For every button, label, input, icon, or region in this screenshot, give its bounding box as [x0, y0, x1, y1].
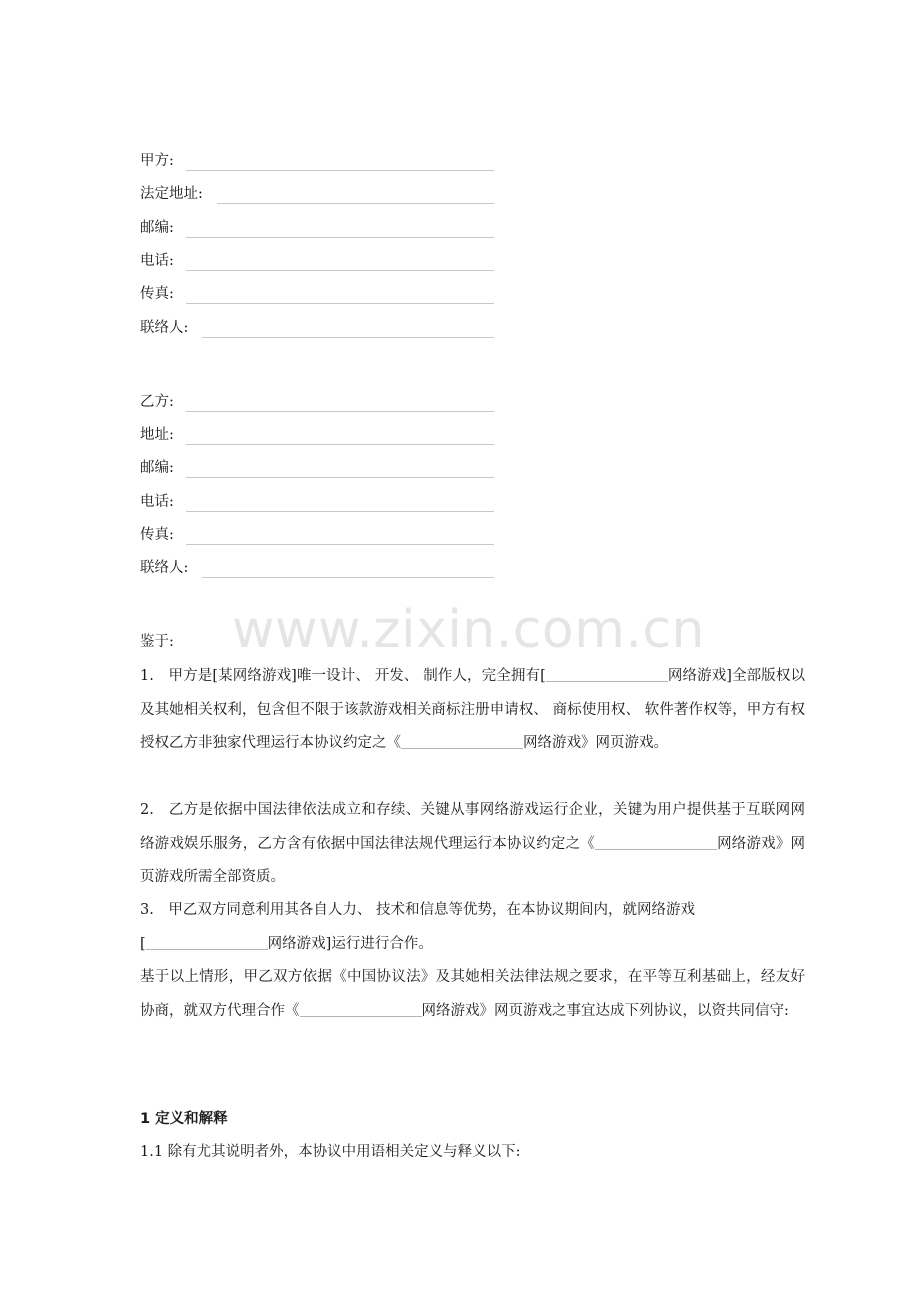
- party-a-contact-blank[interactable]: [202, 337, 494, 338]
- clause-1-1: 1.1 除有尤其说明者外，本协议中用语相关定义与释义以下:: [140, 1144, 521, 1160]
- party-a-address-blank[interactable]: [217, 203, 494, 204]
- recital-item-1: [140, 660, 805, 761]
- party-a-fax-row: [140, 284, 174, 304]
- party-b-contact-blank[interactable]: [202, 577, 494, 578]
- party-a-contact-row: [140, 318, 188, 338]
- party-b-fax-row: [140, 525, 174, 545]
- party-b-postcode-row: [140, 458, 174, 478]
- recital-item-2-text-b: 网络游戏》网页游戏所需全部资质。: [140, 835, 806, 885]
- recital-item-3-text-c: 网络游戏]运行进行合作。: [267, 935, 433, 952]
- recital-item-1-text-c: 网络游戏》网页游戏。: [523, 735, 668, 751]
- game-name-blank[interactable]: [300, 1002, 422, 1017]
- party-b-phone-label: 电话:: [140, 494, 174, 510]
- recital-item-3-text-b: [: [140, 935, 146, 952]
- recital-item-3: [140, 894, 805, 961]
- party-a-phone-blank[interactable]: [186, 270, 494, 271]
- party-b-name-blank[interactable]: [186, 411, 494, 412]
- party-b-contact-row: [140, 558, 188, 578]
- party-a-name-blank[interactable]: [186, 170, 494, 171]
- party-b-name-row: [140, 392, 174, 412]
- party-a-fax-label: 传真:: [140, 286, 174, 302]
- party-a-postcode-label: 邮编:: [140, 220, 174, 236]
- party-a-fax-blank[interactable]: [186, 303, 494, 304]
- recital-item-3-text-a: 3. 甲乙双方同意利用其各自人力、 技术和信息等优势，在本协议期间内，就网络游戏: [140, 902, 695, 918]
- watermark: www.zixin.com.cn: [232, 600, 705, 660]
- party-b-postcode-blank[interactable]: [186, 477, 494, 478]
- party-a-phone-label: 电话:: [140, 253, 174, 269]
- recitals-intro: 鉴于:: [140, 634, 174, 650]
- party-a-phone-row: [140, 251, 174, 271]
- recitals-closing: [140, 961, 805, 1028]
- party-a-address-row: [140, 184, 203, 204]
- game-name-blank[interactable]: [146, 935, 268, 950]
- party-b-fax-blank[interactable]: [186, 544, 494, 545]
- party-b-address-row: [140, 425, 174, 445]
- recital-item-2: [140, 794, 805, 895]
- party-b-address-blank[interactable]: [186, 444, 494, 445]
- party-a-name-row: [140, 151, 174, 171]
- party-a-name-label: 甲方:: [140, 153, 174, 169]
- party-b-phone-blank[interactable]: [186, 511, 494, 512]
- party-b-contact-label: 联络人:: [140, 560, 189, 576]
- party-a-postcode-row: [140, 218, 174, 238]
- party-b-postcode-label: 邮编:: [140, 460, 174, 476]
- party-b-name-label: 乙方:: [140, 394, 174, 410]
- party-b-address-label: 地址:: [140, 427, 174, 443]
- recital-item-1-text-a: 1. 甲方是[某网络游戏]唯一设计、 开发、 制作人，完全拥有[: [140, 668, 546, 684]
- party-b-phone-row: [140, 492, 174, 512]
- party-a-postcode-blank[interactable]: [186, 237, 494, 238]
- game-name-blank[interactable]: [401, 734, 523, 749]
- game-name-blank[interactable]: [546, 667, 668, 682]
- party-b-fax-label: 传真:: [140, 527, 174, 543]
- section-1-heading: 1 定义和解释: [140, 1111, 228, 1127]
- party-a-address-label: 法定地址:: [140, 186, 203, 202]
- game-name-blank[interactable]: [595, 835, 717, 850]
- recitals-closing-text-a: 基于以上情形，甲乙双方依据《中国协议法》及其她相关法律法规之要求，在平等互利基础上，经友好协商，就双方代理合作《: [140, 969, 805, 1019]
- recital-item-1-text-b: 网络游戏]全部版权以及其她相关权利，包含但不限于该款游戏相关商标注册申请权、 商标使用权、 软件著作权等，甲方有权授权乙方非独家代理运行本协议约定之《: [140, 668, 806, 751]
- party-a-contact-label: 联络人:: [140, 320, 189, 336]
- recital-item-2-text-a: 2. 乙方是依据中国法律依法成立和存续、关键从事网络游戏运行企业，关键为用户提供基于互联网网络游戏娱乐服务，乙方含有依据中国法律法规代理运行本协议约定之《: [140, 802, 805, 852]
- recitals-closing-text-b: 网络游戏》网页游戏之事宜达成下列协议，以资共同信守:: [421, 1002, 789, 1019]
